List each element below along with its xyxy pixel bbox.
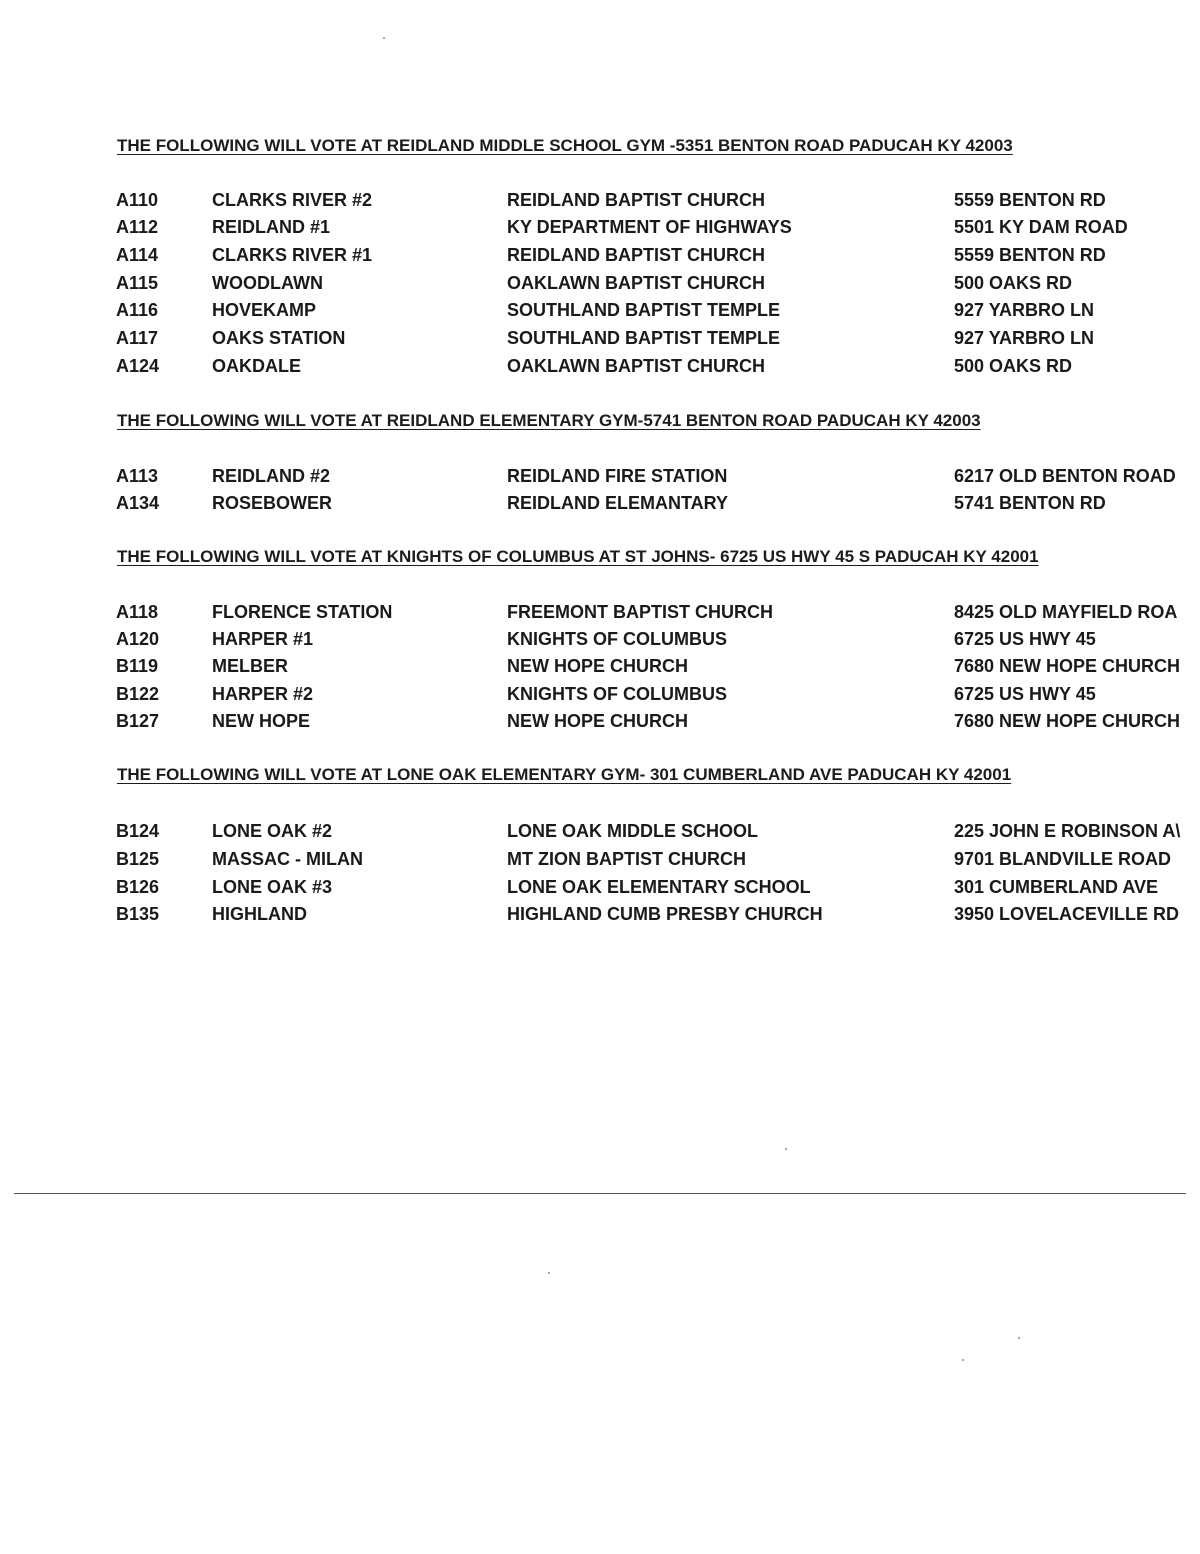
- precinct-code: B125: [116, 849, 160, 869]
- polling-location: REIDLAND BAPTIST CHURCH: [507, 190, 765, 210]
- table-row: [0, 602, 1200, 626]
- polling-address: 6725 US HWY 45: [954, 629, 1096, 649]
- scan-speck: [962, 1359, 964, 1361]
- polling-address: 7680 NEW HOPE CHURCH: [954, 656, 1181, 676]
- precinct-name: WOODLAWN: [212, 273, 323, 293]
- section-heading: THE FOLLOWING WILL VOTE AT REIDLAND MIDDLE SCHOOL GYM -5351 BENTON ROAD PADUCAH KY 42003: [117, 136, 1013, 155]
- scan-speck: [383, 37, 385, 39]
- polling-location: KNIGHTS OF COLUMBUS: [507, 684, 727, 704]
- scan-speck: [548, 1272, 550, 1274]
- polling-location: LONE OAK ELEMENTARY SCHOOL: [507, 877, 811, 897]
- polling-address: 5559 BENTON RD: [954, 245, 1106, 265]
- polling-location: OAKLAWN BAPTIST CHURCH: [507, 356, 765, 376]
- precinct-name: REIDLAND #1: [212, 217, 331, 237]
- polling-address: 500 OAKS RD: [954, 273, 1073, 293]
- precinct-code: A112: [116, 217, 159, 237]
- polling-location: NEW HOPE CHURCH: [507, 711, 689, 731]
- polling-location: REIDLAND FIRE STATION: [507, 466, 728, 486]
- table-row: [0, 877, 1200, 901]
- polling-address: 225 JOHN E ROBINSON A\: [954, 821, 1181, 841]
- scan-rule-line: [14, 1193, 1186, 1194]
- polling-address: 5501 KY DAM ROAD: [954, 217, 1128, 237]
- precinct-name: CLARKS RIVER #2: [212, 190, 373, 210]
- polling-address: 500 OAKS RD: [954, 356, 1073, 376]
- polling-location: SOUTHLAND BAPTIST TEMPLE: [507, 328, 780, 348]
- precinct-name: HOVEKAMP: [212, 300, 317, 320]
- table-row: [0, 629, 1200, 653]
- scan-speck: [1018, 1337, 1020, 1339]
- polling-location: FREEMONT BAPTIST CHURCH: [507, 602, 773, 622]
- table-row: [0, 821, 1200, 845]
- precinct-name: OAKS STATION: [212, 328, 346, 348]
- polling-address: 6217 OLD BENTON ROAD: [954, 466, 1176, 486]
- polling-location: MT ZION BAPTIST CHURCH: [507, 849, 746, 869]
- precinct-code: A118: [116, 602, 159, 622]
- table-row: [0, 904, 1200, 928]
- scan-speck: [785, 1148, 787, 1150]
- table-row: [0, 190, 1200, 214]
- table-row: [0, 245, 1200, 269]
- table-row: [0, 711, 1200, 735]
- precinct-code: A120: [116, 629, 160, 649]
- polling-address: 7680 NEW HOPE CHURCH: [954, 711, 1181, 731]
- polling-location: SOUTHLAND BAPTIST TEMPLE: [507, 300, 780, 320]
- polling-address: 9701 BLANDVILLE ROAD: [954, 849, 1172, 869]
- polling-location: OAKLAWN BAPTIST CHURCH: [507, 273, 765, 293]
- precinct-code: B135: [116, 904, 160, 924]
- precinct-code: B124: [116, 821, 160, 841]
- section-heading: THE FOLLOWING WILL VOTE AT KNIGHTS OF COLUMBUS AT ST JOHNS- 6725 US HWY 45 S PADUCAH KY 42001: [117, 547, 1039, 566]
- precinct-code: B122: [116, 684, 160, 704]
- polling-address: 5741 BENTON RD: [954, 493, 1106, 513]
- precinct-code: A134: [116, 493, 160, 513]
- table-row: [0, 684, 1200, 708]
- precinct-name: HIGHLAND: [212, 904, 307, 924]
- polling-address: 5559 BENTON RD: [954, 190, 1106, 210]
- precinct-code: B126: [116, 877, 160, 897]
- precinct-name: OAKDALE: [212, 356, 301, 376]
- precinct-name: LONE OAK #2: [212, 821, 333, 841]
- precinct-code: A117: [116, 328, 159, 348]
- table-row: [0, 493, 1200, 517]
- table-row: [0, 849, 1200, 873]
- polling-address: 8425 OLD MAYFIELD ROA: [954, 602, 1178, 622]
- precinct-name: REIDLAND #2: [212, 466, 331, 486]
- polling-location: KNIGHTS OF COLUMBUS: [507, 629, 727, 649]
- precinct-code: A114: [116, 245, 159, 265]
- table-row: [0, 273, 1200, 297]
- section-heading: THE FOLLOWING WILL VOTE AT REIDLAND ELEMENTARY GYM-5741 BENTON ROAD PADUCAH KY 42003: [117, 411, 981, 430]
- precinct-name: MELBER: [212, 656, 288, 676]
- polling-location: NEW HOPE CHURCH: [507, 656, 689, 676]
- precinct-name: HARPER #2: [212, 684, 314, 704]
- precinct-code: A124: [116, 356, 160, 376]
- polling-location: KY DEPARTMENT OF HIGHWAYS: [507, 217, 792, 237]
- polling-location: HIGHLAND CUMB PRESBY CHURCH: [507, 904, 823, 924]
- precinct-code: B119: [116, 656, 159, 676]
- section-heading: THE FOLLOWING WILL VOTE AT LONE OAK ELEMENTARY GYM- 301 CUMBERLAND AVE PADUCAH KY 42001: [117, 765, 1012, 784]
- precinct-code: A115: [116, 273, 159, 293]
- polling-address: 927 YARBRO LN: [954, 328, 1095, 348]
- precinct-code: A113: [116, 466, 159, 486]
- polling-address: 3950 LOVELACEVILLE RD: [954, 904, 1180, 924]
- polling-location: REIDLAND ELEMANTARY: [507, 493, 728, 513]
- polling-location: LONE OAK MIDDLE SCHOOL: [507, 821, 758, 841]
- precinct-code: B127: [116, 711, 160, 731]
- precinct-code: A116: [116, 300, 159, 320]
- polling-address: 6725 US HWY 45: [954, 684, 1096, 704]
- precinct-name: FLORENCE STATION: [212, 602, 393, 622]
- table-row: [0, 656, 1200, 680]
- precinct-name: NEW HOPE: [212, 711, 311, 731]
- precinct-code: A110: [116, 190, 159, 210]
- polling-address: 301 CUMBERLAND AVE: [954, 877, 1159, 897]
- precinct-name: HARPER #1: [212, 629, 314, 649]
- precinct-name: MASSAC - MILAN: [212, 849, 363, 869]
- table-row: [0, 217, 1200, 241]
- table-row: [0, 356, 1200, 380]
- polling-address: 927 YARBRO LN: [954, 300, 1095, 320]
- table-row: [0, 300, 1200, 324]
- precinct-name: ROSEBOWER: [212, 493, 333, 513]
- precinct-name: CLARKS RIVER #1: [212, 245, 373, 265]
- polling-location: REIDLAND BAPTIST CHURCH: [507, 245, 765, 265]
- table-row: [0, 466, 1200, 490]
- precinct-name: LONE OAK #3: [212, 877, 333, 897]
- table-row: [0, 328, 1200, 352]
